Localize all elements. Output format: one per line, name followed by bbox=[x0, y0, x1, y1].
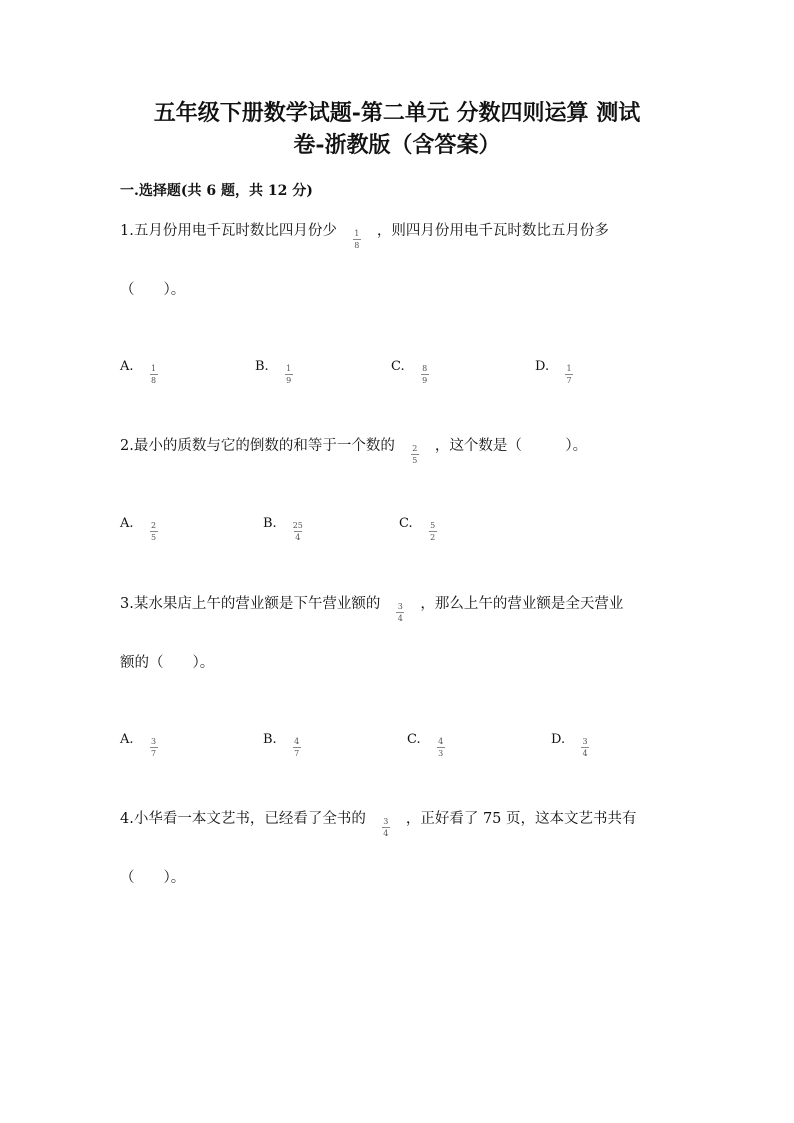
question-3-option-d[interactable] bbox=[551, 729, 589, 758]
fraction-numerator: 5 bbox=[430, 521, 436, 530]
question-1-option-a[interactable] bbox=[120, 356, 158, 385]
question-1-option-d[interactable] bbox=[535, 356, 573, 385]
question-1-option-c[interactable] bbox=[391, 356, 429, 385]
fraction-numerator: 2 bbox=[412, 443, 418, 453]
fraction-denominator: 7 bbox=[150, 749, 157, 758]
option-label: A. bbox=[120, 516, 134, 531]
fraction-denominator: 4 bbox=[383, 828, 389, 838]
fraction-bar bbox=[353, 239, 361, 240]
fraction-denominator: 4 bbox=[397, 613, 403, 623]
fraction-denominator: 9 bbox=[286, 376, 292, 385]
fraction-bar bbox=[396, 612, 404, 613]
fraction-numerator: 25 bbox=[292, 521, 303, 530]
question-4-line-1 bbox=[120, 807, 637, 838]
fraction-bar bbox=[411, 454, 419, 455]
fraction-bar bbox=[565, 374, 573, 375]
option-label: A. bbox=[120, 732, 134, 747]
fraction-denominator: 4 bbox=[582, 749, 588, 758]
fraction-numerator: 3 bbox=[582, 737, 588, 746]
question-4-line-2: （ ）。 bbox=[120, 870, 186, 886]
fraction-denominator: 5 bbox=[150, 533, 157, 542]
fraction-denominator: 5 bbox=[412, 455, 418, 465]
fraction-denominator: 8 bbox=[354, 240, 360, 250]
title-line-1: 五年级下册数学试题-第二单元 分数四则运算 测试 bbox=[153, 100, 641, 126]
option-fraction bbox=[293, 521, 303, 542]
question-3-option-a[interactable] bbox=[120, 729, 158, 758]
question-1-option-b[interactable] bbox=[255, 356, 293, 385]
question-1-text-after: ，则四月份用电千瓦时数比五月份多 bbox=[376, 223, 609, 239]
option-label: C. bbox=[391, 359, 405, 374]
question-3-text-after: ，那么上午的营业额是全天营业 bbox=[420, 596, 624, 612]
question-3-option-b[interactable] bbox=[263, 729, 301, 758]
option-label: D. bbox=[551, 732, 566, 747]
option-fraction bbox=[150, 364, 158, 385]
option-fraction bbox=[565, 364, 573, 385]
fraction-denominator: 3 bbox=[438, 749, 444, 758]
option-fraction bbox=[150, 521, 158, 542]
option-fraction bbox=[437, 737, 445, 758]
option-fraction bbox=[581, 737, 589, 758]
fraction-numerator: 1 bbox=[354, 228, 360, 238]
fraction-bar bbox=[437, 747, 445, 748]
fraction-numerator: 4 bbox=[438, 737, 444, 746]
fraction-numerator: 3 bbox=[383, 816, 389, 826]
option-label: A. bbox=[120, 359, 134, 374]
question-2-fraction bbox=[411, 444, 419, 465]
question-2-option-a[interactable] bbox=[120, 513, 158, 542]
fraction-bar bbox=[285, 374, 293, 375]
option-fraction bbox=[429, 521, 437, 542]
fraction-bar bbox=[421, 374, 429, 375]
fraction-bar bbox=[429, 531, 437, 532]
option-fraction bbox=[421, 364, 429, 385]
option-label: D. bbox=[535, 359, 550, 374]
question-4-fraction bbox=[382, 817, 390, 838]
fraction-bar bbox=[150, 374, 158, 375]
option-fraction bbox=[285, 364, 293, 385]
question-4-text: 4.小华看一本文艺书，已经看了全书的 bbox=[120, 811, 366, 827]
fraction-bar bbox=[382, 827, 390, 828]
question-1-line-1 bbox=[120, 219, 609, 250]
fraction-numerator: 1 bbox=[566, 364, 572, 373]
fraction-numerator: 2 bbox=[150, 521, 157, 530]
fraction-bar bbox=[294, 531, 302, 532]
section-heading: 一.选择题(共 6 题，共 12 分) bbox=[120, 183, 313, 199]
fraction-denominator: 8 bbox=[150, 376, 157, 385]
title-line-2: 卷-浙教版（含答案） bbox=[293, 132, 501, 158]
option-label: C. bbox=[407, 732, 421, 747]
fraction-bar bbox=[293, 747, 301, 748]
fraction-denominator: 2 bbox=[430, 533, 436, 542]
option-fraction bbox=[150, 737, 158, 758]
question-3-line-2: 额的（ ）。 bbox=[120, 655, 215, 671]
fraction-bar bbox=[581, 747, 589, 748]
question-1-text: 1.五月份用电千瓦时数比四月份少 bbox=[120, 223, 337, 239]
fraction-numerator: 4 bbox=[294, 737, 300, 746]
option-label: C. bbox=[399, 516, 413, 531]
question-1-line-2: （ ）。 bbox=[120, 282, 186, 298]
fraction-numerator: 8 bbox=[422, 364, 428, 373]
fraction-denominator: 7 bbox=[566, 376, 572, 385]
question-2-text-after: ，这个数是（ ）。 bbox=[434, 438, 588, 454]
fraction-numerator: 1 bbox=[150, 364, 157, 373]
question-3-line-1 bbox=[120, 592, 624, 623]
option-fraction bbox=[293, 737, 301, 758]
question-4-text-after: ，正好看了 75 页，这本文艺书共有 bbox=[405, 811, 637, 827]
question-2-option-b[interactable] bbox=[263, 513, 303, 542]
option-label: B. bbox=[263, 732, 277, 747]
fraction-numerator: 3 bbox=[150, 737, 157, 746]
option-label: B. bbox=[263, 516, 277, 531]
fraction-numerator: 1 bbox=[286, 364, 292, 373]
fraction-denominator: 7 bbox=[294, 749, 300, 758]
fraction-denominator: 4 bbox=[295, 533, 301, 542]
fraction-numerator: 3 bbox=[397, 601, 403, 611]
question-2-line-1 bbox=[120, 434, 588, 465]
fraction-bar bbox=[150, 747, 158, 748]
fraction-bar bbox=[150, 531, 158, 532]
question-3-fraction bbox=[396, 602, 404, 623]
question-3-text: 3.某水果店上午的营业额是下午营业额的 bbox=[120, 596, 381, 612]
question-1-fraction bbox=[353, 229, 361, 250]
question-2-option-c[interactable] bbox=[399, 513, 437, 542]
question-2-text: 2.最小的质数与它的倒数的和等于一个数的 bbox=[120, 438, 395, 454]
option-label: B. bbox=[255, 359, 269, 374]
fraction-denominator: 9 bbox=[422, 376, 428, 385]
question-3-option-c[interactable] bbox=[407, 729, 445, 758]
